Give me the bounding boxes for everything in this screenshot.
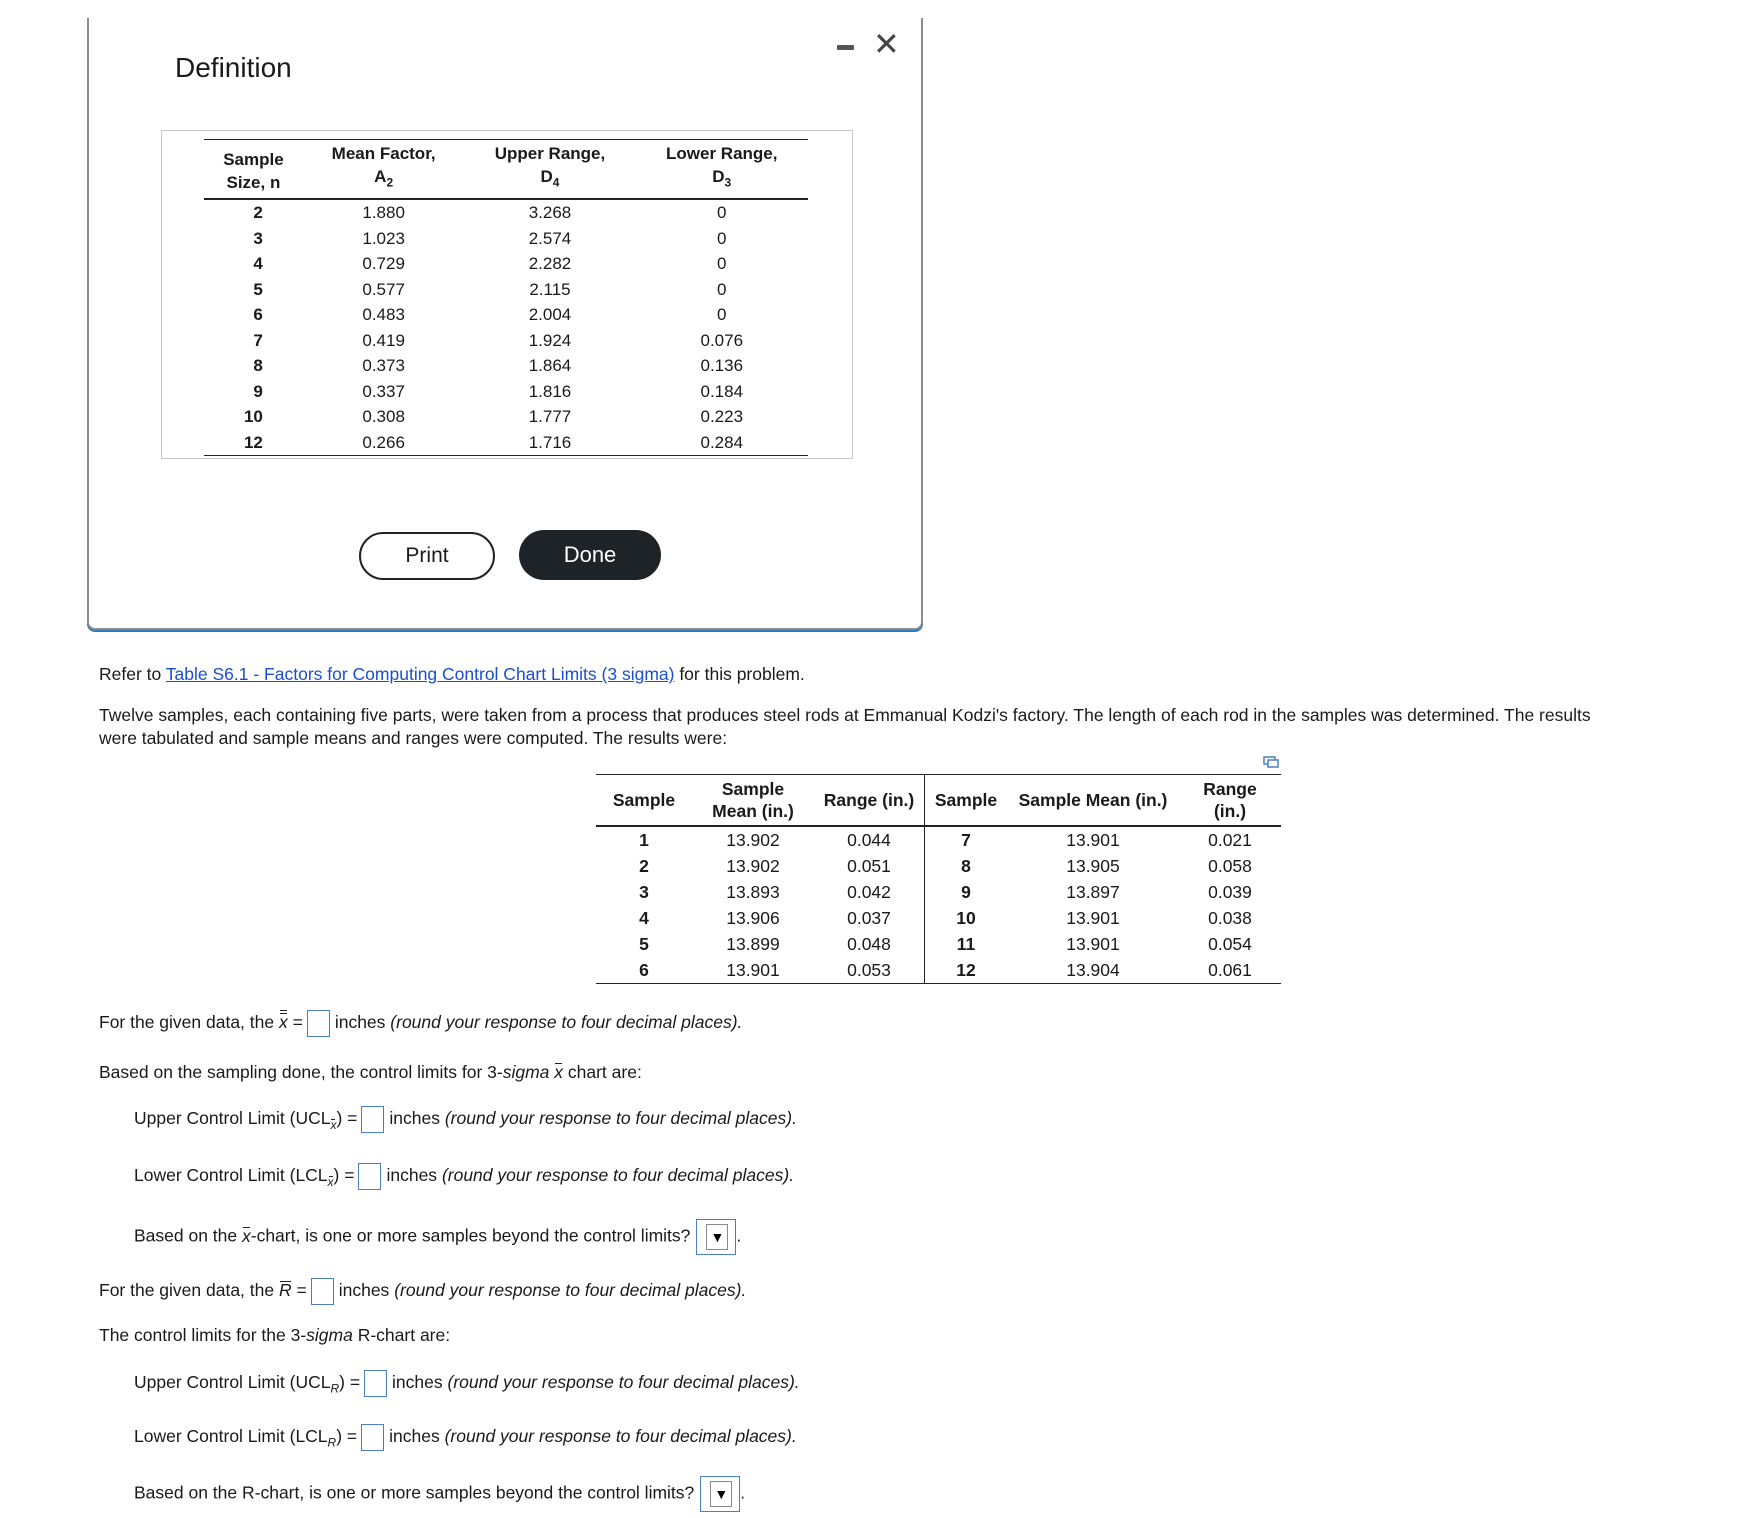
- table-row: [596, 931, 1281, 957]
- table-cell: 10: [925, 905, 1008, 931]
- dialog-title: Definition: [175, 52, 292, 83]
- table-cell: 1.777: [528, 407, 572, 427]
- table-cell: 11: [925, 931, 1008, 957]
- rbar-symbol: R: [278, 1280, 292, 1301]
- lcl-r-input[interactable]: [361, 1424, 384, 1451]
- table-cell: 12: [204, 430, 303, 456]
- table-row: [596, 826, 1281, 853]
- table-cell: 13.901: [1066, 933, 1120, 954]
- table-cell: 2: [253, 203, 263, 223]
- table-row: [204, 226, 808, 252]
- header-sample-mean: Sample Mean (in.): [692, 775, 814, 827]
- table-cell: 0: [717, 305, 727, 325]
- chevron-down-icon: ▼: [706, 1224, 728, 1250]
- question-ucl-r: Upper Control Limit $(UCL_R)$ = inches (round your response to four decimal places).: [134, 1370, 800, 1397]
- table-row: [204, 353, 808, 379]
- table-cell: 0.136: [700, 356, 744, 376]
- ucl-r-input[interactable]: [364, 1370, 387, 1397]
- table-row: [204, 277, 808, 303]
- table-row: [204, 302, 808, 328]
- table-cell: 0.337: [362, 381, 405, 401]
- table-cell: 0.729: [362, 254, 405, 274]
- table-cell: 6: [253, 305, 263, 325]
- table-cell: 9: [925, 879, 1008, 905]
- table-link[interactable]: Table S6.1 - Factors for Computing Control Chart Limits (3 sigma): [165, 664, 675, 684]
- table-cell: 0.483: [362, 305, 405, 325]
- table-cell: 12: [925, 957, 1008, 984]
- table-row: [204, 328, 808, 354]
- table-cell: 0.284: [636, 430, 808, 456]
- question-rchart-intro: The control limits for the 3-sigma R-chart are:: [99, 1325, 451, 1345]
- table-cell: 0.223: [700, 407, 744, 427]
- rbar-input[interactable]: [311, 1278, 334, 1305]
- table-cell: 1.716: [464, 430, 635, 456]
- table-cell: 0: [717, 228, 727, 248]
- chevron-down-icon: ▼: [710, 1481, 732, 1507]
- table-cell: 1.023: [362, 228, 405, 248]
- table-row: [204, 430, 808, 456]
- sample-data-table: [596, 774, 1281, 984]
- question-xbar: For the given data, the x = inches (round your response to four decimal places).: [99, 1010, 742, 1037]
- xbar-symbol: x: [554, 1062, 564, 1082]
- table-cell: 4: [253, 254, 263, 274]
- table-cell: 0: [717, 203, 727, 223]
- table-cell: 1.816: [528, 381, 572, 401]
- table-cell: 13.901: [1066, 907, 1120, 928]
- question-xchart-beyond: Based on the x-chart, is one or more samples beyond the control limits? ▼ .: [134, 1219, 741, 1255]
- question-xchart-intro: Based on the sampling done, the control limits for 3-sigma x chart are:: [99, 1062, 642, 1082]
- lcl-x-input[interactable]: [358, 1163, 381, 1190]
- table-cell: 0.308: [362, 407, 405, 427]
- factor-table: [204, 139, 808, 456]
- table-cell: 0.037: [847, 907, 891, 928]
- table-cell: 0.266: [303, 430, 465, 456]
- table-cell: 8: [253, 356, 263, 376]
- table-cell: 7: [925, 826, 1008, 853]
- table-cell: 0.044: [847, 829, 891, 850]
- header-sample-mean-2: Sample Mean (in.): [1007, 775, 1179, 827]
- table-cell: 0.419: [362, 330, 405, 350]
- header-range: Range (in.): [814, 775, 925, 827]
- table-cell: 1.864: [528, 356, 572, 376]
- copy-icon[interactable]: [1263, 756, 1279, 768]
- table-row: [596, 905, 1281, 931]
- table-row: [204, 379, 808, 405]
- xdoublebar-symbol: x: [278, 1012, 288, 1033]
- table-cell: 0.061: [1179, 957, 1281, 984]
- header-upper-range: Upper Range, $D_4$: [464, 140, 635, 200]
- table-cell: 13.901: [1066, 829, 1120, 850]
- table-cell: 10: [243, 407, 263, 427]
- table-row: [204, 251, 808, 277]
- factor-table-container: [161, 130, 853, 459]
- intro-line-1: Twelve samples, each containing five parts, were taken from a process that produces steel rods at Emmanual Kodzi's factory. The length of each rod in the samples was determined. The results: [99, 705, 1591, 725]
- table-cell: 0.053: [814, 957, 925, 984]
- table-cell: 6: [596, 957, 692, 984]
- table-cell: 3: [639, 881, 649, 902]
- header-lower-range: Lower Range, $D_3$: [636, 140, 808, 200]
- xchart-dropdown[interactable]: [696, 1219, 736, 1255]
- table-cell: 13.902: [726, 829, 780, 850]
- table-cell: 5: [639, 933, 649, 954]
- table-cell: 13.893: [726, 881, 780, 902]
- table-cell: 0.038: [1208, 907, 1252, 928]
- table-cell: 13.904: [1007, 957, 1179, 984]
- table-cell: 0.039: [1208, 881, 1252, 902]
- table-cell: 13.897: [1066, 881, 1120, 902]
- header-sample-2: Sample: [925, 775, 1008, 827]
- table-cell: 1.924: [528, 330, 572, 350]
- table-cell: 13.905: [1066, 855, 1120, 876]
- intro-line-2: were tabulated and sample means and ranges were computed. The results were:: [99, 728, 728, 748]
- table-cell: 0.051: [847, 855, 891, 876]
- table-cell: 0.021: [1208, 829, 1252, 850]
- xdoublebar-input[interactable]: [307, 1010, 330, 1037]
- question-rbar: For the given data, the R = inches (round your response to four decimal places).: [99, 1278, 746, 1305]
- minimize-icon[interactable]: [837, 45, 854, 50]
- table-cell: 13.906: [726, 907, 780, 928]
- table-row: [204, 404, 808, 430]
- ucl-x-input[interactable]: [361, 1106, 384, 1133]
- table-row: [596, 853, 1281, 879]
- table-cell: 8: [925, 853, 1008, 879]
- table-cell: 1.880: [362, 203, 405, 223]
- table-cell: 5: [253, 279, 263, 299]
- table-cell: 3.268: [528, 203, 572, 223]
- header-sample-size: Sample Size, n: [204, 140, 303, 200]
- table-cell: 0.042: [847, 881, 891, 902]
- header-sample: Sample: [596, 775, 692, 827]
- table-cell: 0.373: [362, 356, 405, 376]
- table-cell: 2: [639, 855, 649, 876]
- table-cell: 0: [717, 254, 727, 274]
- table-cell: 2.115: [529, 279, 571, 299]
- table-cell: 9: [253, 381, 263, 401]
- question-lcl-r: Lower Control Limit $(LCL_R)$ = inches (round your response to four decimal places).: [134, 1424, 797, 1451]
- question-ucl-x: Upper Control Limit $(UCL_x)$ = inches (round your response to four decimal places).: [134, 1106, 797, 1133]
- table-cell: 1: [639, 829, 649, 850]
- close-icon[interactable]: ✕: [873, 26, 900, 62]
- question-rchart-beyond: Based on the R-chart, is one or more samples beyond the control limits? ▼ .: [134, 1476, 745, 1512]
- table-cell: 0.577: [362, 279, 405, 299]
- table-row: [596, 957, 1281, 984]
- table-cell: 0: [717, 279, 727, 299]
- done-button[interactable]: Done: [519, 530, 661, 580]
- table-cell: 2.282: [528, 254, 572, 274]
- table-cell: 2.004: [528, 305, 572, 325]
- table-cell: 4: [639, 907, 649, 928]
- table-cell: 7: [253, 330, 263, 350]
- table-cell: 0.054: [1208, 933, 1252, 954]
- table-cell: 13.901: [692, 957, 814, 984]
- table-cell: 13.902: [726, 855, 780, 876]
- rchart-dropdown[interactable]: [700, 1476, 740, 1512]
- table-cell: 13.899: [726, 933, 780, 954]
- print-button[interactable]: Print: [359, 532, 495, 580]
- table-cell: 0.076: [700, 330, 744, 350]
- table-row: [596, 879, 1281, 905]
- table-row: [204, 199, 808, 226]
- table-cell: 2.574: [528, 228, 572, 248]
- refer-line: Refer to Table S6.1 - Factors for Computing Control Chart Limits (3 sigma) for this problem.: [99, 664, 805, 684]
- header-range-2: Range (in.): [1179, 775, 1281, 827]
- table-cell: 0.184: [700, 381, 744, 401]
- table-cell: 0.058: [1208, 855, 1252, 876]
- question-lcl-x: Lower Control Limit $(LCL_x)$ = inches (round your response to four decimal places).: [134, 1163, 794, 1190]
- header-mean-factor: Mean Factor, $A_2$: [303, 140, 465, 200]
- table-cell: 0.048: [847, 933, 891, 954]
- table-cell: 3: [253, 228, 263, 248]
- definition-dialog: [87, 18, 923, 630]
